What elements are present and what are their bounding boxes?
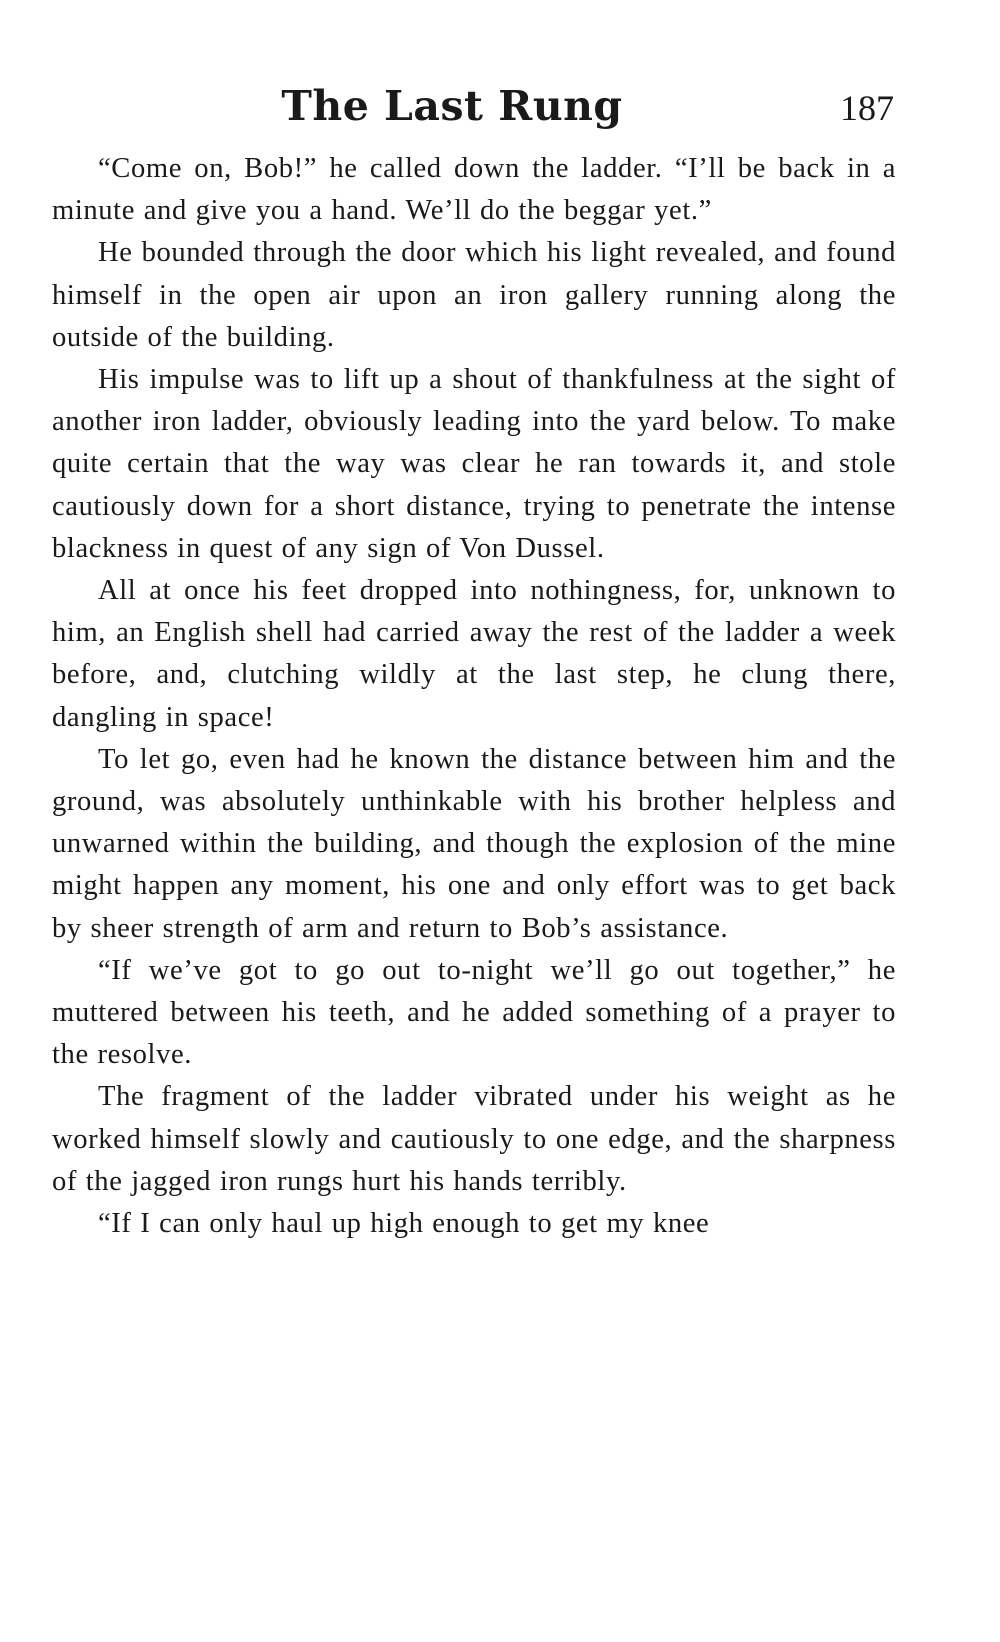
body-text <box>52 148 896 1245</box>
book-page <box>52 78 896 1245</box>
paragraph: The fragment of the ladder vibrated under his weight as he worked himself slowly and cautiously to one edge, and the sharpness of the jagged iron rungs hurt his hands terribly. <box>52 1081 896 1197</box>
paragraph: “If I can only haul up high enough to get my knee <box>98 1208 710 1240</box>
page-number: 187 <box>840 88 894 128</box>
chapter-title: The Last Rung <box>281 82 623 130</box>
paragraph: “If we’ve got to go out to-night we’ll go out together,” he muttered between his teeth, and he added something of a prayer to the resolve. <box>52 954 896 1071</box>
paragraph: To let go, even had he known the distance between him and the ground, was absolutely unthinkable with his brother helpless and unwarned within the building, and though the explosion of the mine might happen any moment, his one and only effort was to get back by sheer strength of arm and return to Bob’s assistance. <box>52 743 896 944</box>
paragraph: His impulse was to lift up a shout of thankfulness at the sight of another iron ladder, obviously leading into the yard below. To make quite certain that the way was clear he ran towards it, and stole cautiously down for a short distance, trying to penetrate the intense blackness in quest of any sign of Von Dussel. <box>52 364 896 564</box>
running-header <box>52 78 896 148</box>
paragraph: All at once his feet dropped into nothingness, for, unknown to him, an English shell had carried away the rest of the ladder a week before, and, clutching wildly at the last step, he clung there, dangling in space! <box>52 575 896 733</box>
paragraph: He bounded through the door which his light revealed, and found himself in the open air upon an iron gallery running along the outside of the building. <box>52 237 896 353</box>
paragraph: “Come on, Bob!” he called down the ladder. “I’ll be back in a minute and give you a hand. We’ll do the beggar yet.” <box>52 153 896 227</box>
